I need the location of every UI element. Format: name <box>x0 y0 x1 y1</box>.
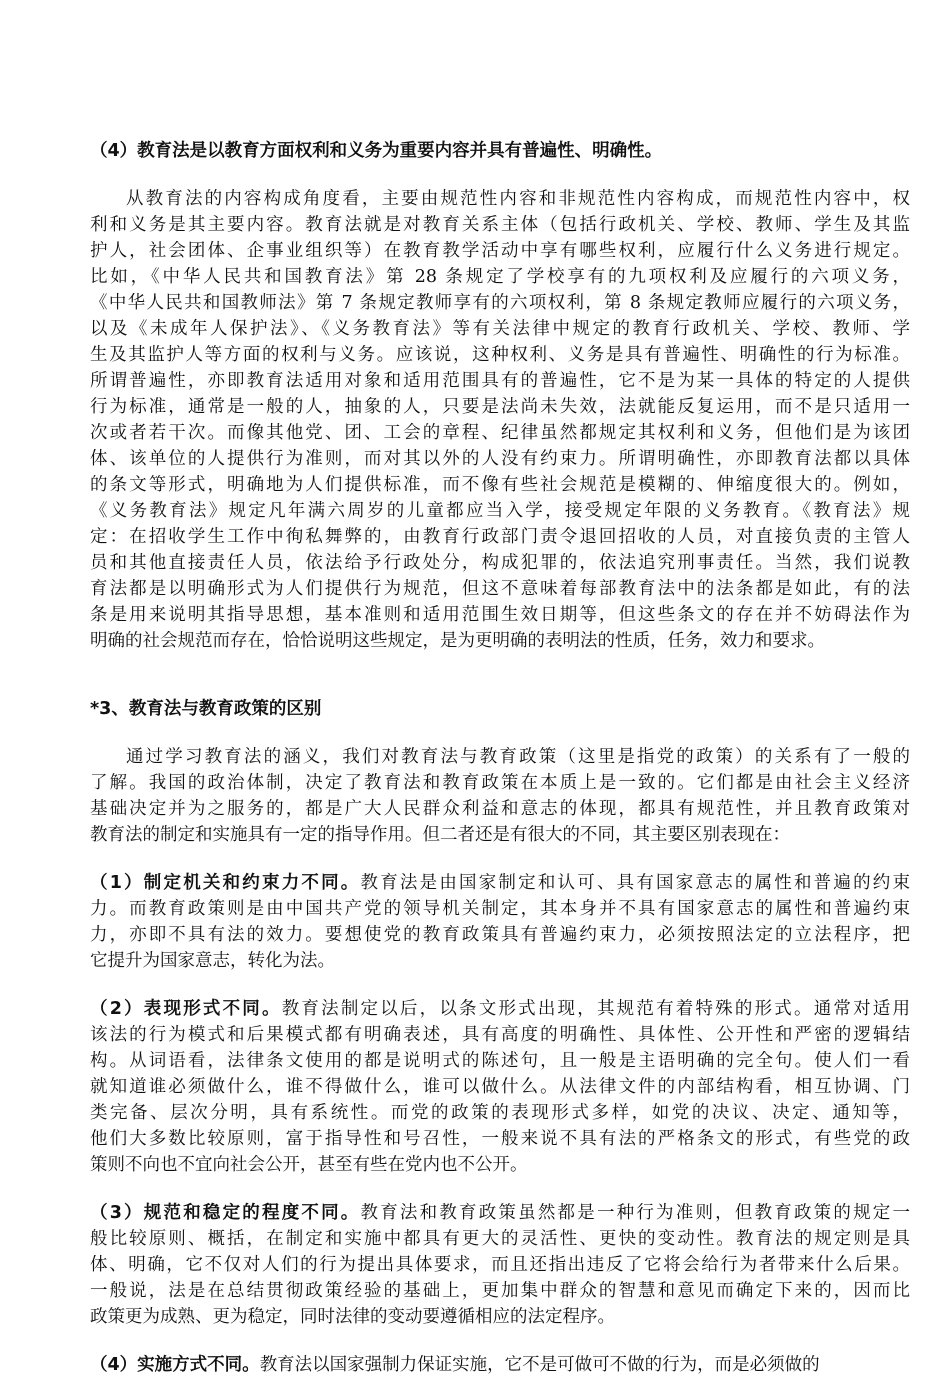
point-text: 教育法是由国家制定和认可、具有国家意志的属性和普遍的约束 <box>360 873 910 893</box>
paragraph-intro <box>90 744 910 848</box>
text-line: 育法都是以明确形式为人们提供行为规范，但这不意味着每部教育法中的法条都是如此，有的法 <box>90 579 910 599</box>
point-first-line <box>90 870 910 896</box>
point-body <box>90 1226 910 1330</box>
text-line: 的条文等形式，明确地为人们提供标准，而不像有些社会规范是模糊的、伸缩度很大的。例如， <box>90 475 910 495</box>
point-text: 教育法以国家强制力保证实施，它不是可做可不做的行为，而是必须做的 <box>259 1355 820 1375</box>
spacer <box>90 722 910 744</box>
text-line: 行为标准，通常是一般的人，抽象的人，只要是法尚未失效，法就能反复运用，而不是只适用一 <box>90 397 910 417</box>
text-line: 明确的社会规范而存在，恰恰说明这些规定，是为更明确的表明法的性质，任务，效力和要求。 <box>90 631 825 651</box>
point-body <box>90 1022 910 1178</box>
text-line: 护人，社会团体、企事业组织等）在教育教学活动中享有哪些权利，应履行什么义务进行规定。 <box>90 241 910 261</box>
text-line: 《中华人民共和国教师法》第 7 条规定教师享有的六项权利，第 8 条规定教师应履行的六项义务， <box>90 293 910 313</box>
text-line: 条是用来说明其指导思想，基本准则和适用范围生效日期等，但这些条文的存在并不妨碍法作为 <box>90 605 910 625</box>
text-line: 力，亦即不具有法的效力。要想使党的教育政策具有普遍约束力，必须按照法定的立法程序，把 <box>90 925 910 945</box>
text-line: 利和义务是其主要内容。教育法就是对教育关系主体（包括行政机关、学校、教师、学生及其监 <box>90 215 910 235</box>
spacer <box>90 164 910 186</box>
text-line: 所谓普遍性，亦即教育法适用对象和适用范围具有的普遍性，它不是为某一具体的特定的人提供 <box>90 371 910 391</box>
point-label: （3）规范和稳定的程度不同。 <box>90 1203 361 1223</box>
point-body <box>90 896 910 974</box>
spacer <box>90 1178 910 1200</box>
text-line: 了解。我国的政治体制，决定了教育法和教育政策在本质上是一致的。它们都是由社会主义经济 <box>90 773 910 793</box>
text-line: 教育法的制定和实施具有一定的指导作用。但二者还是有很大的不同，其主要区别表现在： <box>90 825 790 845</box>
point-3 <box>90 1200 910 1330</box>
point-first-line <box>90 996 910 1022</box>
text-line: 以及《未成年人保护法》、《义务教育法》等有关法律中规定的教育行政机关、学校、教师、学 <box>90 319 910 339</box>
point-first-line <box>90 1352 910 1378</box>
point-first-line <box>90 1200 910 1226</box>
text-line: 般比较原则、概括，在制定和实施中都具有更大的灵活性、更快的变动性。教育法的规定则是具 <box>90 1229 910 1249</box>
point-label: （2）表现形式不同。 <box>90 999 282 1019</box>
point-text: 教育法和教育政策虽然都是一种行为准则，但教育政策的规定一 <box>360 1203 910 1223</box>
text-line: 政策更为成熟、更为稳定，同时法律的变动要遵循相应的法定程序。 <box>90 1307 615 1327</box>
text-line: 一般说，法是在总结贯彻政策经验的基础上，更加集中群众的智慧和意见而确定下来的，因而比 <box>90 1281 910 1301</box>
text-line: 它提升为国家意志，转化为法。 <box>90 951 335 971</box>
text-line: 《义务教育法》规定凡年满六周岁的儿童都应当入学，接受规定年限的义务教育。《教育法》规 <box>90 501 910 521</box>
point-label: （4）实施方式不同。 <box>90 1355 260 1375</box>
text-line: 比如，《中华人民共和国教育法》第 28 条规定了学校享有的九项权利及应履行的六项义务， <box>90 267 910 287</box>
text-line: 类完备、层次分明，具有系统性。而党的政策的表现形式多样，如党的决议、决定、通知等， <box>90 1103 910 1123</box>
text-line: 员和其他直接责任人员，依法给予行政处分，构成犯罪的，依法追究刑事责任。当然，我们说教 <box>90 553 910 573</box>
point-text: 教育法制定以后，以条文形式出现，其规范有着特殊的形式。通常对适用 <box>281 999 911 1019</box>
point-2 <box>90 996 910 1178</box>
section-heading-4-rights-duties: （4）教育法是以教育方面权利和义务为重要内容并具有普遍性、明确性。 <box>90 141 663 161</box>
text-line: 定：在招收学生工作中徇私舞弊的，由教育行政部门责令退回招收的人员，对直接负责的主管人 <box>90 527 910 547</box>
spacer <box>90 848 910 870</box>
text-line: 基础决定并为之服务的，都是广大人民群众利益和意志的体现，都具有规范性，并且教育政策对 <box>90 799 910 819</box>
paragraph-rights-duties <box>90 186 910 654</box>
text-line: 体、该单位的人提供行为准则，而对其以外的人没有约束力。所谓明确性，亦即教育法都以具体 <box>90 449 910 469</box>
text-line: 构。从词语看，法律条文使用的都是说明式的陈述句，且一般是主语明确的完全句。使人们一看 <box>90 1051 910 1071</box>
text-line: 力。而教育政策则是由中国共产党的领导机关制定，其本身并不具有国家意志的属性和普遍约束 <box>90 899 910 919</box>
text-line: 策则不向也不宜向社会公开，甚至有些在党内也不公开。 <box>90 1155 528 1175</box>
text-line: 就知道谁必须做什么，谁不得做什么，谁可以做什么。从法律文件的内部结构看，相互协调、门 <box>90 1077 910 1097</box>
spacer <box>90 974 910 996</box>
text-line: 该法的行为模式和后果模式都有明确表述，具有高度的明确性、具体性、公开性和严密的逻辑结 <box>90 1025 910 1045</box>
point-1 <box>90 870 910 974</box>
text-line: 他们大多数比较原则，富于指导性和号召性，一般来说不具有法的严格条文的形式，有些党的政 <box>90 1129 910 1149</box>
point-4 <box>90 1352 910 1378</box>
spacer <box>90 1330 910 1352</box>
text-line: 生及其监护人等方面的权利与义务。应该说，这种权利、义务是具有普遍性、明确性的行为标准。 <box>90 345 910 365</box>
text-line: 从教育法的内容构成角度看，主要由规范性内容和非规范性内容构成，而规范性内容中，权 <box>126 189 910 209</box>
spacer <box>90 654 910 696</box>
text-line: 体、明确，它不仅对人们的行为提出具体要求，而且还指出违反了它将会给行为者带来什么后果。 <box>90 1255 910 1275</box>
document-page <box>90 138 910 1378</box>
section-heading-law-vs-policy: *3、教育法与教育政策的区别 <box>90 699 322 719</box>
text-line: 次或者若干次。而像其他党、团、工会的章程、纪律虽然都规定其权利和义务，但他们是为该团 <box>90 423 910 443</box>
text-line: 通过学习教育法的涵义，我们对教育法与教育政策（这里是指党的政策）的关系有了一般的 <box>126 747 910 767</box>
point-label: （1）制定机关和约束力不同。 <box>90 873 361 893</box>
